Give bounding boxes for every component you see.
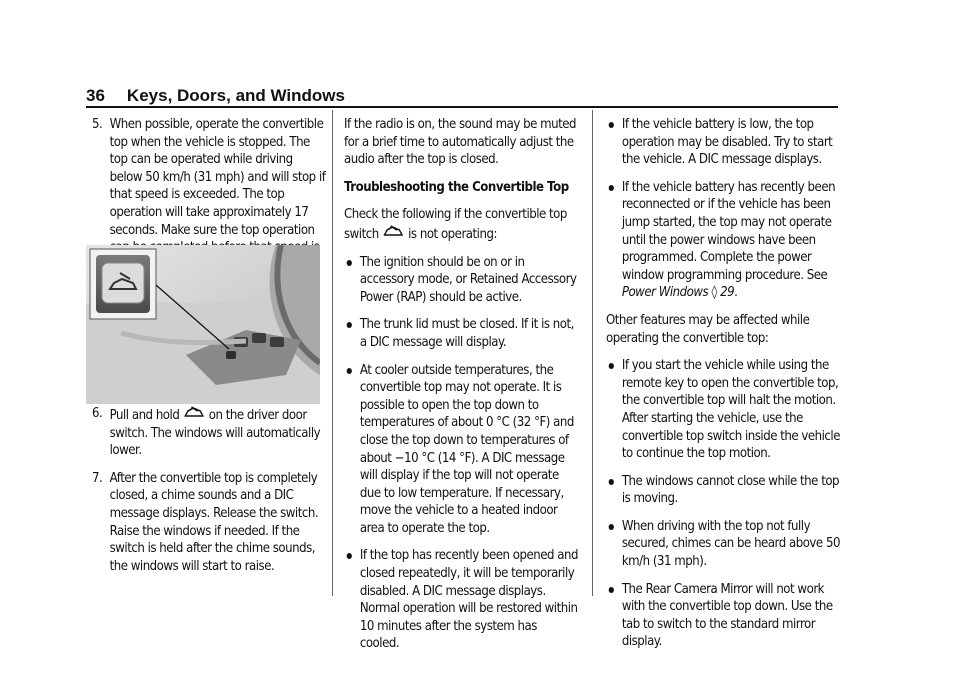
list-item [606, 357, 840, 463]
step-text: After the convertible top is completely closed, a chime sounds and a DIC message displays. Release the switch. Raise the windows if needed. If the switch is held after the chime sounds, the windows will start to raise. [109, 470, 319, 574]
column-2 [344, 116, 578, 663]
list-item [344, 362, 578, 538]
step-6 [92, 405, 326, 460]
check-paragraph [344, 206, 578, 243]
bullet-dot [347, 553, 352, 559]
list-item [606, 518, 840, 571]
list-item [606, 179, 840, 302]
column-divider [592, 110, 593, 596]
bullet-text: At cooler outside temperatures, the convertible top may not operate. It is possible to open the top down to temperatures of about 0 °C (32 °F) and close the top down to temperatures of about −10 °C (14 °F). A DIC message will display if the top will not operate due to low temperature. If necessary, move the vehicle to a heated indoor area to operate the top. [359, 362, 574, 536]
convertible-top-icon [184, 405, 203, 425]
column-3 [606, 116, 840, 661]
list-item [606, 581, 840, 651]
bullet-dot [347, 322, 352, 328]
section-title: Keys, Doors, and Windows [126, 86, 345, 105]
list-item [344, 316, 578, 351]
bullet-text: The ignition should be on or in accessory mode, or Retained Accessory Power (RAP) should be active. [359, 254, 577, 305]
step-text-post: on the driver door switch. The windows will automatically lower. [109, 407, 321, 459]
bullet-dot [609, 524, 614, 530]
check-text-pre: Check the following if the convertible top switch [344, 207, 567, 242]
bullet-text: The Rear Camera Mirror will not work with the convertible top down. Use the tab to switch to the standard mirror display. [621, 581, 833, 650]
column-divider [332, 110, 333, 596]
reference-symbol: ◊ [711, 285, 717, 301]
step-number: 5. [92, 117, 103, 132]
cross-reference-link[interactable]: Power Windows [621, 285, 709, 301]
other-features-paragraph: Other features may be affected while operating the convertible top: [606, 312, 810, 346]
bullet-dot [609, 185, 614, 191]
bullet-text: If the vehicle battery has recently been reconnected or if the vehicle has been jump started, the top may not operate until the power windows have been programmed. Complete the power window programming procedure. See [621, 179, 836, 283]
step-7 [92, 470, 326, 576]
step-number: 6. [92, 406, 103, 421]
bullet-dot [609, 122, 614, 128]
list-item [344, 547, 578, 653]
bullet-text: The windows cannot close while the top is moving. [621, 473, 840, 507]
page-number: 36 [86, 86, 105, 105]
bullet-text: If you start the vehicle while using the remote key to open the convertible top, the convertible top will halt the motion. After starting the vehicle, use the convertible top switch inside the vehicle to continue the top motion. [621, 358, 840, 462]
bullet-text: When driving with the top not fully secured, chimes can be heard above 50 km/h (31 mph). [621, 518, 840, 570]
list-item [606, 116, 840, 169]
bullet-text: If the vehicle battery is low, the top operation may be disabled. Try to start the vehicle. A DIC message displays. [621, 117, 833, 168]
sentence-end: . [734, 285, 738, 301]
subsection-heading: Troubleshooting the Convertible Top [344, 179, 569, 195]
bullet-text: The trunk lid must be closed. If it is not, a DIC message will display. [359, 317, 574, 350]
list-item [606, 473, 840, 508]
step-text-pre: Pull and hold [109, 407, 180, 423]
check-text-post: is not operating: [408, 226, 497, 242]
column-1-lower [92, 405, 326, 585]
step-text: When possible, operate the convertible top when the vehicle is stopped. The top can be operated while driving below 50 km/h (31 mph) and will stop if that speed is exceeded. The top operation will take approximately 17 seconds. Make sure the top operation [109, 117, 326, 238]
bullet-dot [609, 363, 614, 369]
bullet-dot [347, 260, 352, 266]
page-header [86, 86, 345, 106]
bullet-dot [347, 368, 352, 374]
convertible-top-icon [384, 224, 403, 244]
reference-page[interactable]: 29 [720, 285, 735, 301]
step-number: 7. [92, 470, 103, 486]
bullet-dot [609, 587, 614, 593]
intro-paragraph: If the radio is on, the sound may be muted for a brief time to automatically adjust the audio after the top is closed. [344, 117, 577, 168]
convertible-switch-figure [86, 245, 320, 404]
bullet-dot [609, 479, 614, 485]
list-item [344, 254, 578, 307]
header-rule [86, 106, 838, 108]
bullet-text: If the top has recently been opened and closed repeatedly, it will be temporarily disabled. A DIC message displays. Normal operation will be restored within 10 minutes after the system has cooled. [359, 548, 578, 652]
